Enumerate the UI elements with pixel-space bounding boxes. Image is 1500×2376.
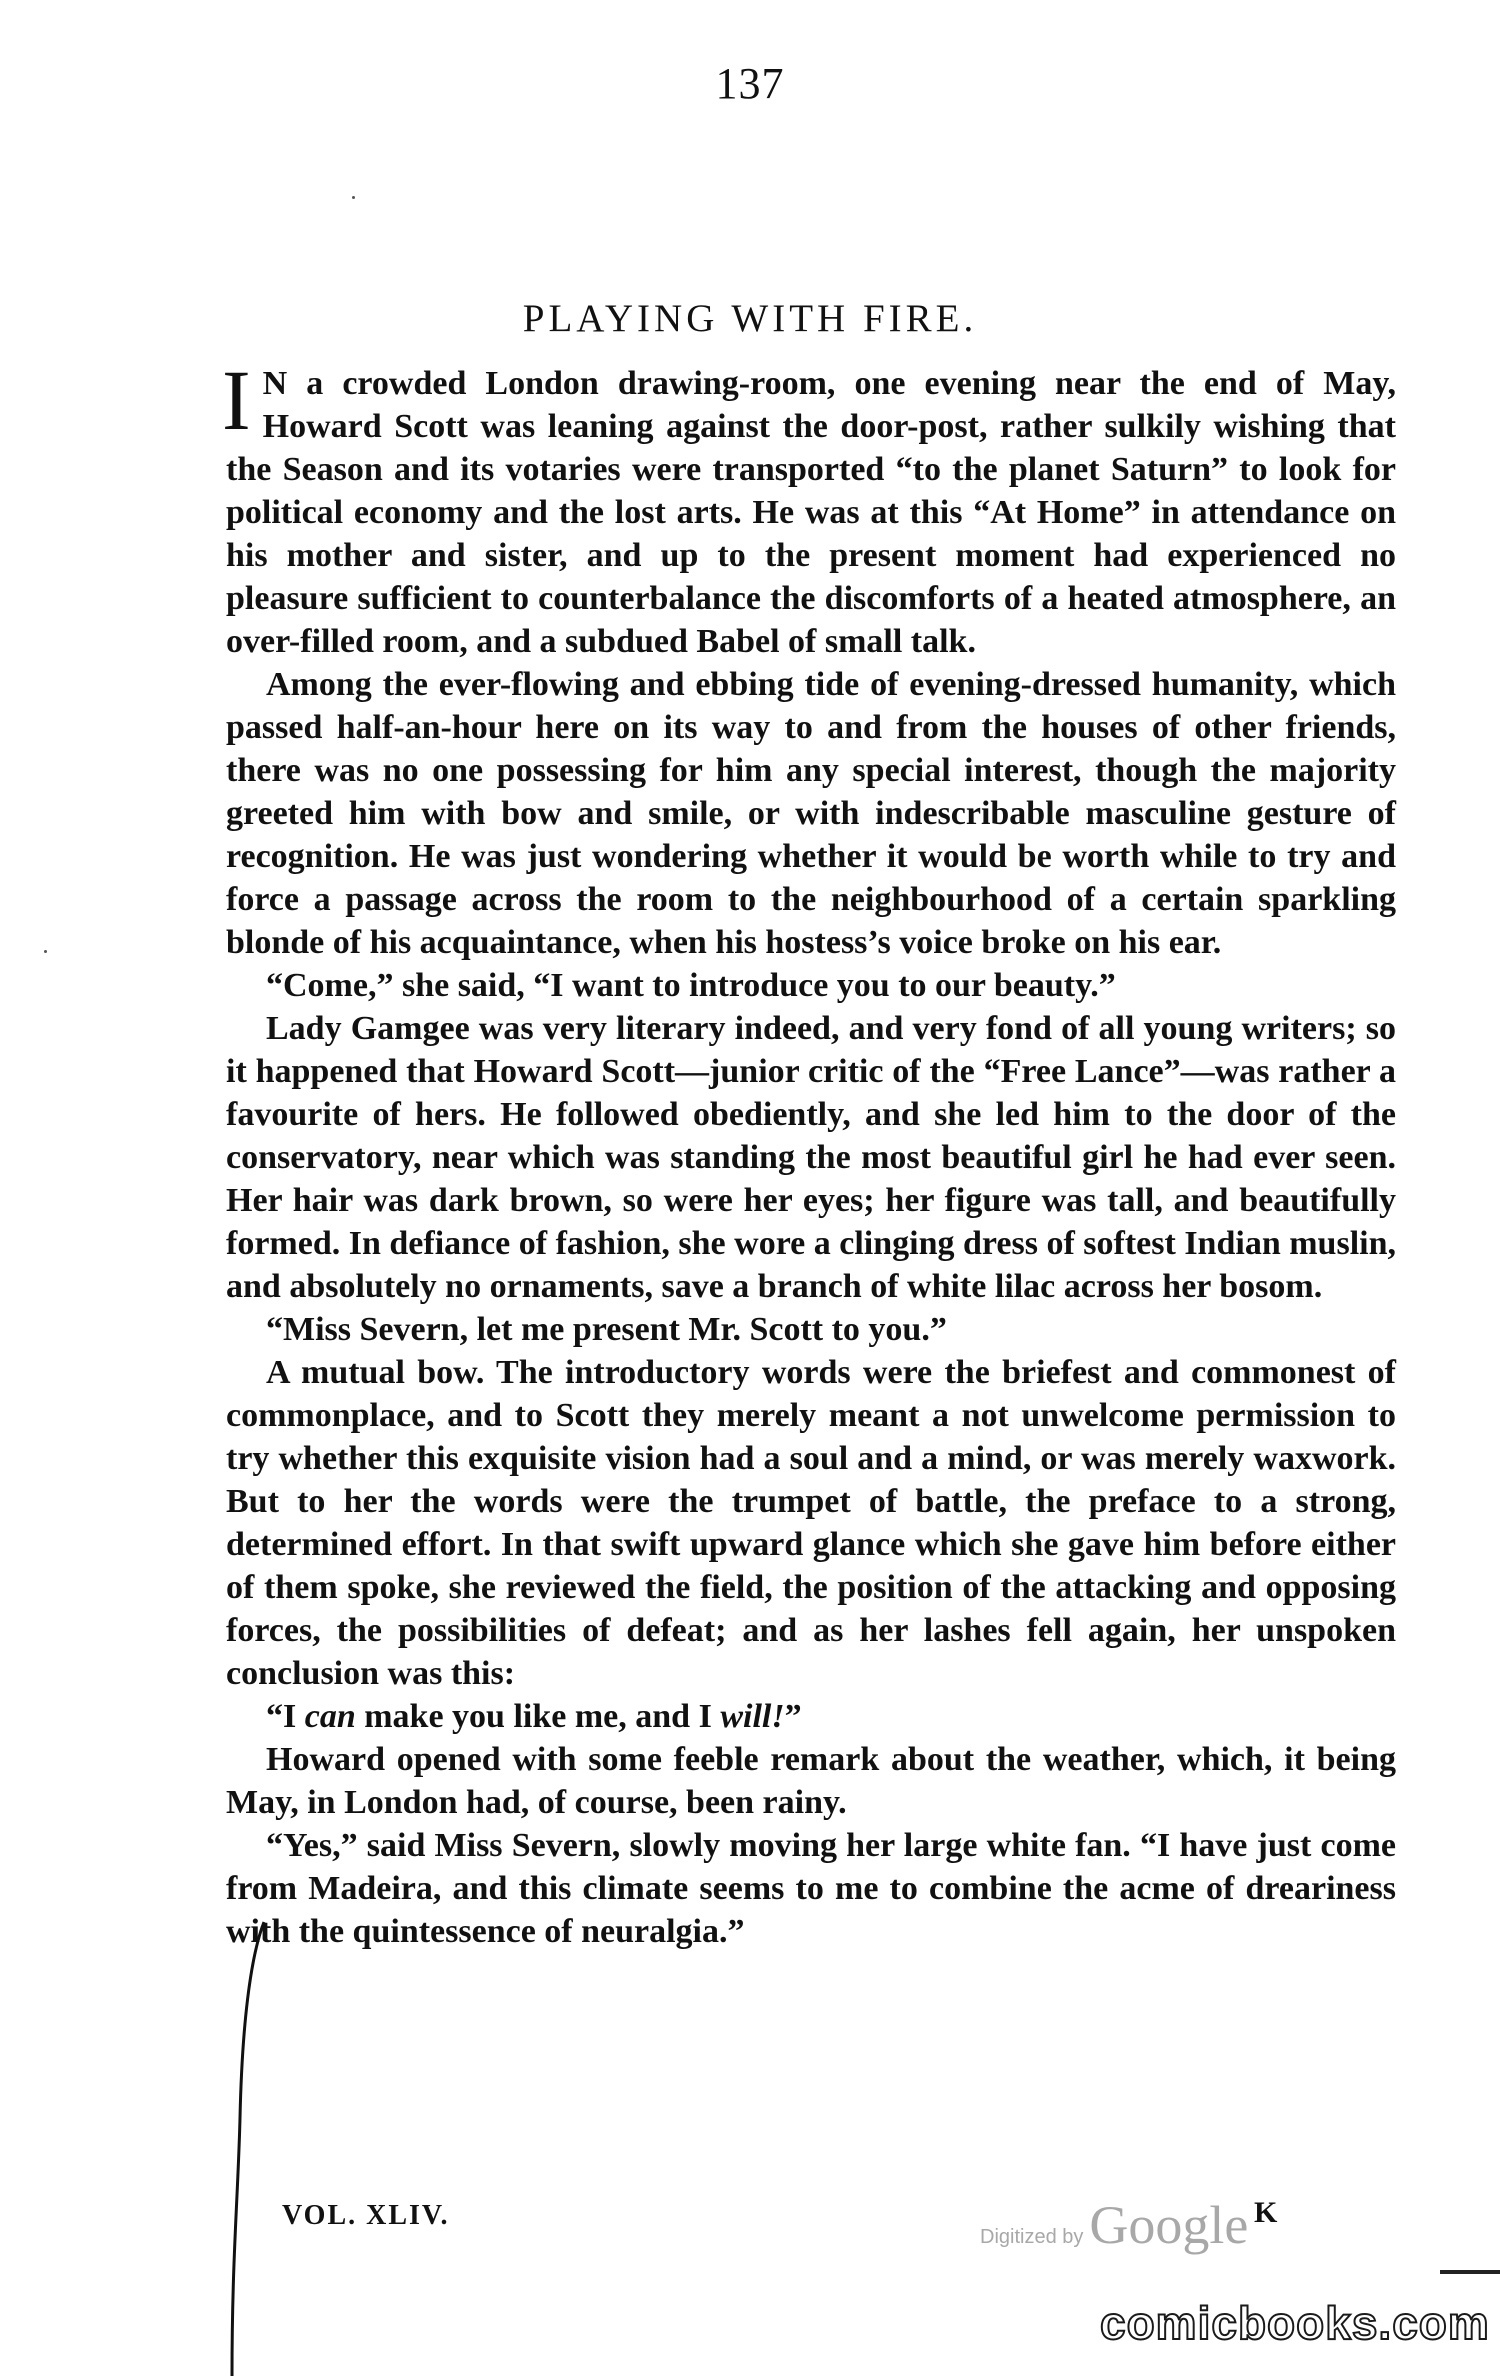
paragraph-text: a crowded London drawing-room, one evening near the end of May, Howard Scott was leaning against the door-post, rather sulkily wishing that the Season and its votaries were transported “to the planet Saturn” to look for political economy and the lost arts. He was at this “At Home” in attendance on his mother and sister, and up to the present moment had experienced no pleasure sufficient to counterbalance the discomforts of a heated atmosphere, an over-filled room, and a subdued Babel of small talk. <box>226 365 1396 660</box>
paragraph <box>222 352 1396 663</box>
drop-cap: I <box>222 352 251 448</box>
first-word: N <box>262 365 288 402</box>
scan-edge-mark <box>1440 2270 1500 2274</box>
google-watermark <box>980 2194 1248 2256</box>
chapter-title: PLAYING WITH FIRE. <box>522 297 978 340</box>
emphasis-will: will! <box>720 1698 785 1735</box>
volume-label: VOL. XLIV. <box>282 2200 450 2231</box>
paragraph: Howard opened with some feeble remark about the weather, which, it being May, in London had, of course, been rainy. <box>226 1741 1396 1821</box>
signature-mark: K <box>1254 2196 1278 2229</box>
paragraph: A mutual bow. The introductory words were the briefest and commonest of commonplace, and to Scott they merely meant a not unwelcome permission to try whether this exquisite vision had a soul and a mind, or was merely waxwork. But to her the words were the trumpet of battle, the preface to a strong, determined effort. In that swift upward glance which she gave him before either of them spoke, she reviewed the field, the position of the attacking and opposing forces, the possibilities of defeat; and as her lashes fell again, her unspoken conclusion was this: <box>226 1354 1396 1692</box>
paragraph: Among the ever-flowing and ebbing tide of evening-dressed humanity, which passed half-an-hour here on its way to and from the houses of other friends, there was no one possessing for him any special interest, though the majority greeted him with bow and smile, or with indescribable masculine gesture of recognition. He was just wondering whether it would be worth while to try and force a passage across the room to the neighbourhood of a certain sparkling blonde of his acquaintance, when his hostess’s voice broke on his ear. <box>226 666 1396 961</box>
scan-speck <box>44 950 47 953</box>
quote-open: “I <box>266 1698 305 1735</box>
scan-artifact-line <box>228 1918 268 2376</box>
emphasis-can: can <box>304 1698 356 1735</box>
quote-close: ” <box>784 1698 802 1735</box>
paragraph: Lady Gamgee was very literary indeed, and very fond of all young writers; so it happened that Howard Scott—junior critic of the “Free Lance”—was rather a favourite of hers. He followed obediently, and she led him to the door of the conservatory, near which was standing the most beautiful girl he had ever seen. Her hair was dark brown, so were her eyes; her figure was tall, and beautifully formed. In defiance of fashion, she wore a clinging dress of softest Indian muslin, and absolutely no ornaments, save a branch of white lilac across her bosom. <box>226 1010 1396 1305</box>
article-body <box>222 352 1396 1953</box>
quote-middle: make you like me, and I <box>355 1698 721 1735</box>
page-number: 137 <box>715 59 785 108</box>
paragraph: “Yes,” said Miss Severn, slowly moving her large white fan. “I have just come from Madeira, and this climate seems to me to combine the acme of dreariness with the quintessence of neuralgia.” <box>226 1827 1396 1950</box>
digitized-label: Digitized by <box>980 2226 1084 2248</box>
comicbooks-watermark: comicbooks.com <box>1100 2297 1490 2349</box>
google-logo: Google <box>1089 2195 1249 2255</box>
scan-speck <box>352 196 355 199</box>
quote-paragraph <box>226 1695 1396 1738</box>
paragraph: “Come,” she said, “I want to introduce you to our beauty.” <box>266 967 1116 1004</box>
paragraph: “Miss Severn, let me present Mr. Scott to you.” <box>266 1311 947 1348</box>
